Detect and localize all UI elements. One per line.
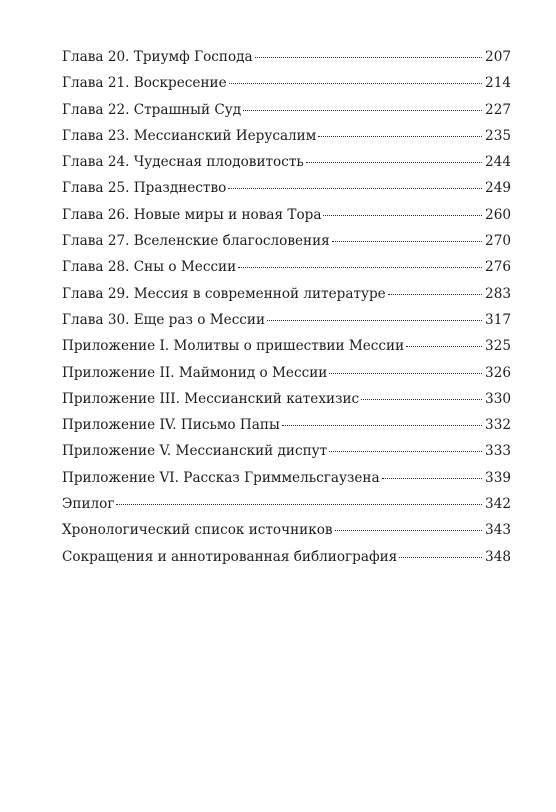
toc-entry — [62, 286, 511, 312]
toc-entry-title: Приложение I. Молитвы о пришествии Мессии — [62, 338, 405, 355]
dot-leader — [229, 83, 482, 84]
toc-entry-title: Глава 25. Празднество — [62, 180, 227, 197]
toc-entry-title: Приложение II. Маймонид о Мессии — [62, 364, 328, 381]
dot-leader — [406, 346, 482, 347]
dot-leader — [282, 425, 482, 426]
toc-entry — [62, 391, 511, 417]
toc-entry-title: Глава 20. Триумф Господа — [62, 49, 253, 65]
toc-entry-title: Приложение V. Мессианский диспут — [62, 443, 328, 460]
dot-leader — [382, 478, 482, 479]
toc-entry-page-number: 270 — [485, 233, 511, 250]
toc-entry-title: Приложение IV. Письмо Папы — [62, 417, 280, 434]
toc-entry-title: Глава 22. Страшный Суд — [62, 101, 242, 118]
toc-entry-page-number: 333 — [485, 443, 511, 460]
toc-entry-page-number: 260 — [485, 206, 511, 223]
toc-entry-page-number: 342 — [485, 496, 511, 513]
dot-leader — [399, 557, 482, 558]
toc-entry-page-number: 348 — [485, 548, 511, 565]
dot-leader — [228, 188, 482, 189]
dot-leader — [361, 399, 482, 400]
dot-leader — [318, 136, 482, 137]
toc-entry-page-number: 339 — [485, 469, 511, 486]
toc-entry — [62, 470, 511, 496]
toc-entry — [62, 128, 511, 154]
toc-entry — [62, 75, 511, 101]
toc-entry-page-number: 227 — [485, 101, 511, 118]
toc-entry-page-number: 332 — [485, 417, 511, 434]
dot-leader — [306, 162, 482, 163]
dot-leader — [243, 110, 482, 111]
toc-entry-title: Глава 29. Мессия в современной литературе — [62, 285, 386, 302]
toc-entry-page-number: 244 — [485, 154, 511, 171]
toc-entry-title: Эпилог — [62, 496, 115, 513]
toc-entry — [62, 180, 511, 206]
dot-leader — [255, 57, 482, 58]
toc-entry-page-number: 343 — [485, 522, 511, 539]
toc-entry-page-number: 283 — [485, 285, 511, 302]
toc-entry-page-number: 317 — [485, 311, 511, 328]
toc-entry-page-number: 276 — [485, 259, 511, 276]
dot-leader — [335, 530, 482, 531]
toc-entry-title: Приложение III. Мессианский катехизис — [62, 390, 360, 407]
toc-entry-page-number: 249 — [485, 180, 511, 197]
toc-entry-title: Глава 21. Воскресение — [62, 75, 227, 92]
toc-entry — [62, 49, 511, 75]
toc-entry-title: Приложение VI. Рассказ Гриммельсгаузена — [62, 469, 380, 486]
toc-entry-title: Глава 27. Вселенские благословения — [62, 233, 330, 250]
toc-entry — [62, 312, 511, 338]
toc-entry-page-number: 325 — [485, 338, 511, 355]
dot-leader — [267, 320, 482, 321]
toc-entry-title: Глава 24. Чудесная плодовитость — [62, 154, 304, 171]
toc-entry — [62, 522, 511, 548]
toc-entry-page-number: 330 — [485, 390, 511, 407]
dot-leader — [116, 504, 482, 505]
toc-entry — [62, 496, 511, 522]
toc-entry-title: Глава 28. Сны о Мессии — [62, 259, 237, 276]
dot-leader — [323, 215, 482, 216]
toc-entry — [62, 417, 511, 443]
toc-entry — [62, 443, 511, 469]
toc-entry — [62, 207, 511, 233]
toc-entry — [62, 338, 511, 364]
toc-entry — [62, 102, 511, 128]
toc-entry — [62, 259, 511, 285]
dot-leader — [332, 241, 482, 242]
toc-entry-title: Сокращения и аннотированная библиография — [62, 548, 398, 565]
toc-entry-page-number: 214 — [485, 75, 511, 92]
toc-entry-title: Глава 26. Новые миры и новая Тора — [62, 206, 322, 223]
toc-entry-title: Хронологический список источников — [62, 522, 333, 539]
dot-leader — [329, 451, 482, 452]
toc-entry — [62, 365, 511, 391]
toc-entry-page-number: 207 — [485, 49, 511, 65]
dot-leader — [238, 267, 482, 268]
table-of-contents — [62, 49, 511, 575]
toc-entry-title: Глава 23. Мессианский Иерусалим — [62, 127, 317, 144]
dot-leader — [329, 373, 482, 374]
toc-entry — [62, 549, 511, 575]
toc-entry-page-number: 326 — [485, 364, 511, 381]
dot-leader — [388, 294, 482, 295]
toc-entry — [62, 154, 511, 180]
toc-entry — [62, 233, 511, 259]
toc-entry-page-number: 235 — [485, 127, 511, 144]
toc-entry-title: Глава 30. Еще раз о Мессии — [62, 311, 266, 328]
